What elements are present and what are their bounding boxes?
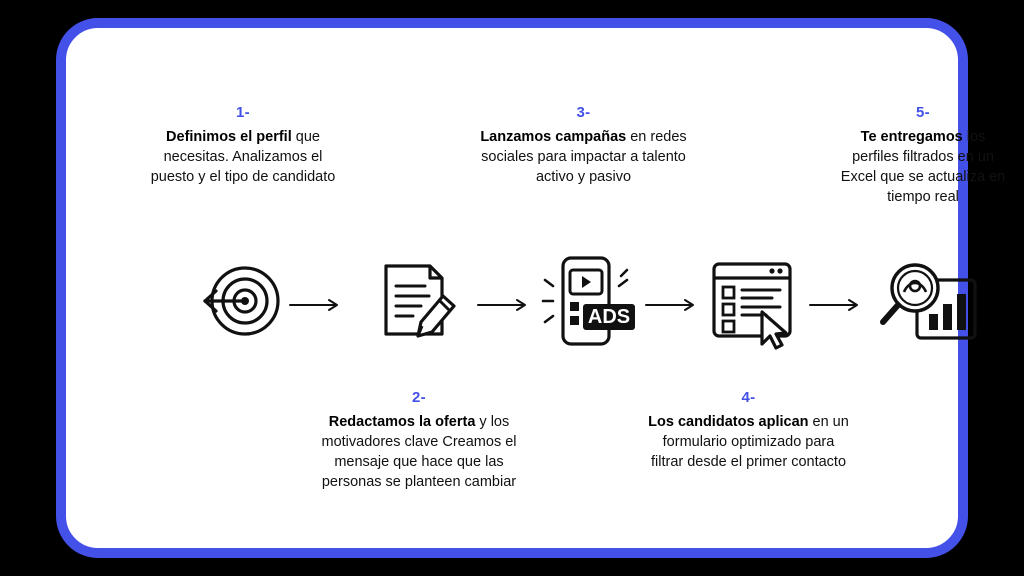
- diagram-canvas: [66, 28, 1006, 548]
- step-5-lead: Te entregamos: [860, 129, 963, 145]
- step-2-lead: Redactamos la oferta: [328, 414, 476, 430]
- step-1-rest: que necesitas. Analizamos el puesto y el tipo de candidato: [150, 129, 336, 185]
- step-4-text: [646, 388, 851, 472]
- step-3-text: [466, 103, 701, 187]
- step-5-rest: los perfiles filtrados en un Excel que se actualiza en tiempo real: [840, 129, 1006, 205]
- step-1-number: 1-: [236, 104, 250, 121]
- step-3-rest: en redes sociales para impactar a talento activo y pasivo: [481, 129, 687, 185]
- arrow-2-to-3: [476, 298, 532, 312]
- step-4-body: [648, 414, 849, 470]
- step-2-rest: y los motivadores clave Creamos el mensaje que hace que las personas se planteen cambiar: [321, 414, 517, 490]
- step-1-body: [151, 129, 336, 185]
- step-2-body: [321, 414, 516, 490]
- step-4-lead: Los candidatos aplican: [648, 414, 809, 430]
- arrow-3-to-4: [644, 298, 700, 312]
- target-arrow-icon: [183, 246, 293, 356]
- document-pencil-icon: [359, 246, 469, 356]
- step-2-text: [314, 388, 524, 492]
- step-2-number: 2-: [412, 389, 426, 406]
- form-cursor-icon: [696, 246, 806, 356]
- ads-badge-label: ADS: [587, 306, 631, 328]
- step-4-number: 4-: [741, 389, 756, 406]
- step-5-body: [841, 129, 1005, 205]
- arrow-1-to-2: [288, 298, 344, 312]
- step-5-number: 5-: [916, 104, 930, 121]
- step-1-lead: Definimos el perfil: [166, 129, 292, 145]
- step-1-text: [148, 103, 338, 187]
- step-5-text: [838, 103, 1008, 207]
- magnifier-chart-icon: [871, 246, 981, 356]
- step-3-body: [480, 129, 686, 185]
- slide-card: [56, 18, 1006, 558]
- step-3-lead: Lanzamos campañas: [480, 129, 627, 145]
- step-3-number: 3-: [576, 104, 591, 121]
- step-4-rest: en un formulario optimizado para filtrar desde el primer contacto: [650, 414, 849, 470]
- mobile-ads-icon: [531, 246, 641, 356]
- arrow-4-to-5: [808, 298, 864, 312]
